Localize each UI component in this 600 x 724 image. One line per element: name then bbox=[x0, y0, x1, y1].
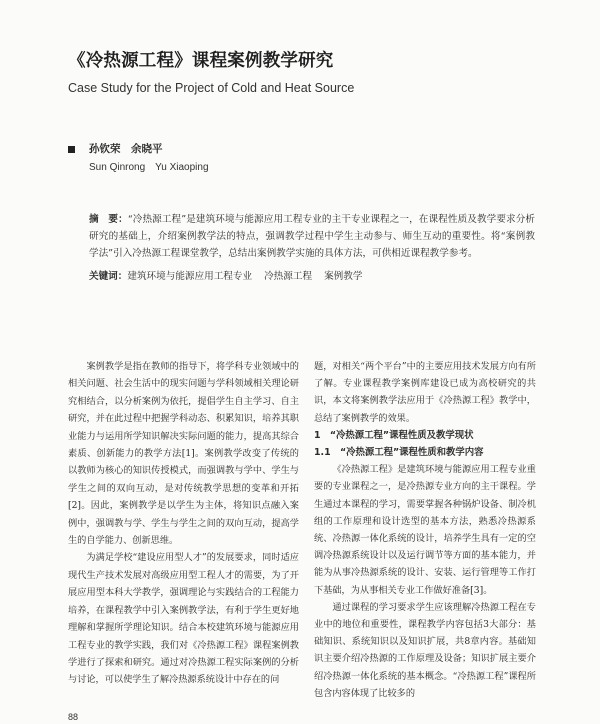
abstract-label: 摘 要： bbox=[89, 214, 128, 225]
body-paragraph: 案例教学是指在教师的指导下，将学科专业领域中的相关问题、社会生活中的现实问题与学科领域相关理论研究相结合，以分析案例为依托，提倡学生自主学习、自主研究，并在此过程中把握学科动态、积累知识，培养其职业能力与运用所学知识解决实际问题的能力，提高其综合素质、创新能力的教学方法[1]。案例教学改变了传统的以教师为核心的知识传授模式，而强调教与学中、学生与学生之间的双向互动，是对传统教学思想的变革和开拓[2]。因此，案例教学是以学生为主体，将知识点融入案例中，强调教与学、学生与学生之间的双向互动，提高学生的自学能力、创新思维。 bbox=[68, 361, 299, 547]
keyword: 案例教学 bbox=[324, 271, 363, 282]
section-heading-1-1: 1.1 “冷热源工程”课程性质和教学内容 bbox=[314, 447, 484, 459]
keyword: 建筑环境与能源应用工程专业 bbox=[127, 271, 253, 282]
body-paragraph: 《冷热源工程》是建筑环境与能源应用工程专业重要的专业课程之一，是冷热源专业方向的主干课程。学生通过本课程的学习，需要掌握各种锅炉设备、制冷机组的工作原理和设计选型的基本方法，熟悉冷热源系统、冷热源一体化系统的设计，培养学生具有一定的空调冷热源系统设计以及运行调节等方面的基本能力，并能为从事冷热源系统的设计、安装、运行管理等工作打下基础，为从事相关专业工作做好准备[3]。 bbox=[314, 464, 536, 596]
paper-title-english: Case Study for the Project of Cold and Heat Source bbox=[68, 81, 355, 95]
page-number: 88 bbox=[68, 712, 79, 722]
keywords-label: 关键词： bbox=[89, 271, 128, 282]
keywords bbox=[89, 268, 535, 285]
abstract-text: “冷热源工程”是建筑环境与能源应用工程专业的主干专业课程之一，在课程性质及教学要求分析研究的基础上，介绍案例教学法的特点，强调教学过程中学生主动参与、师生互动的重要性。将“案例教学法”引入冷热源工程课堂教学，总结出案例教学实施的具体方法，可供相近课程教学参考。 bbox=[89, 214, 535, 259]
section-heading-1: 1 “冷热源工程”课程性质及教学现状 bbox=[314, 429, 474, 441]
body-paragraph: 为满足学校“建设应用型人才”的发展要求，同时适应现代生产技术发展对高级应用型工程人才的需要，为了开展应用型本科大学教学，强调理论与实践结合的工程能力培养，在课程教学中引入案例教学法，有利于学生更好地理解和掌握所学理论知识。结合本校建筑环境与能源应用工程专业的教学实践，我们对《冷热源工程》课程案例教学进行了探索和研究。通过对冷热源工程实际案例的分析与讨论，可以使学生了解冷热源系统设计中存在的问 bbox=[68, 552, 299, 686]
abstract bbox=[89, 211, 535, 262]
paper-title: 《冷热源工程》课程案例教学研究 bbox=[68, 51, 334, 71]
right-column bbox=[314, 358, 536, 710]
body-paragraph-continuation: 题，对相关“两个平台”中的主要应用技术发展方向有所了解。专业课程教学案例库建设已成为高校研究的共识，本文将案例教学法应用于《冷热源工程》教学中，总结了案例教学的效果。 bbox=[314, 361, 536, 424]
left-column bbox=[68, 358, 299, 710]
authors-english: Sun Qinrong Yu Xiaoping bbox=[89, 162, 209, 173]
body-paragraph: 通过课程的学习要求学生应该理解冷热源工程在专业中的地位和重要性，课程教学内容包括3大部分：基础知识、系统知识以及知识扩展，共8章内容。基础知识主要介绍冷热源的工作原理及设备；知识扩展主要介绍冷热源一体化系统的基本概念。“冷热源工程”课程所包含内容体现了比较多的 bbox=[314, 601, 536, 699]
keyword: 冷热源工程 bbox=[264, 271, 313, 282]
author-marker-icon bbox=[68, 146, 75, 153]
authors-chinese: 孙钦荣 余晓平 bbox=[89, 143, 163, 155]
